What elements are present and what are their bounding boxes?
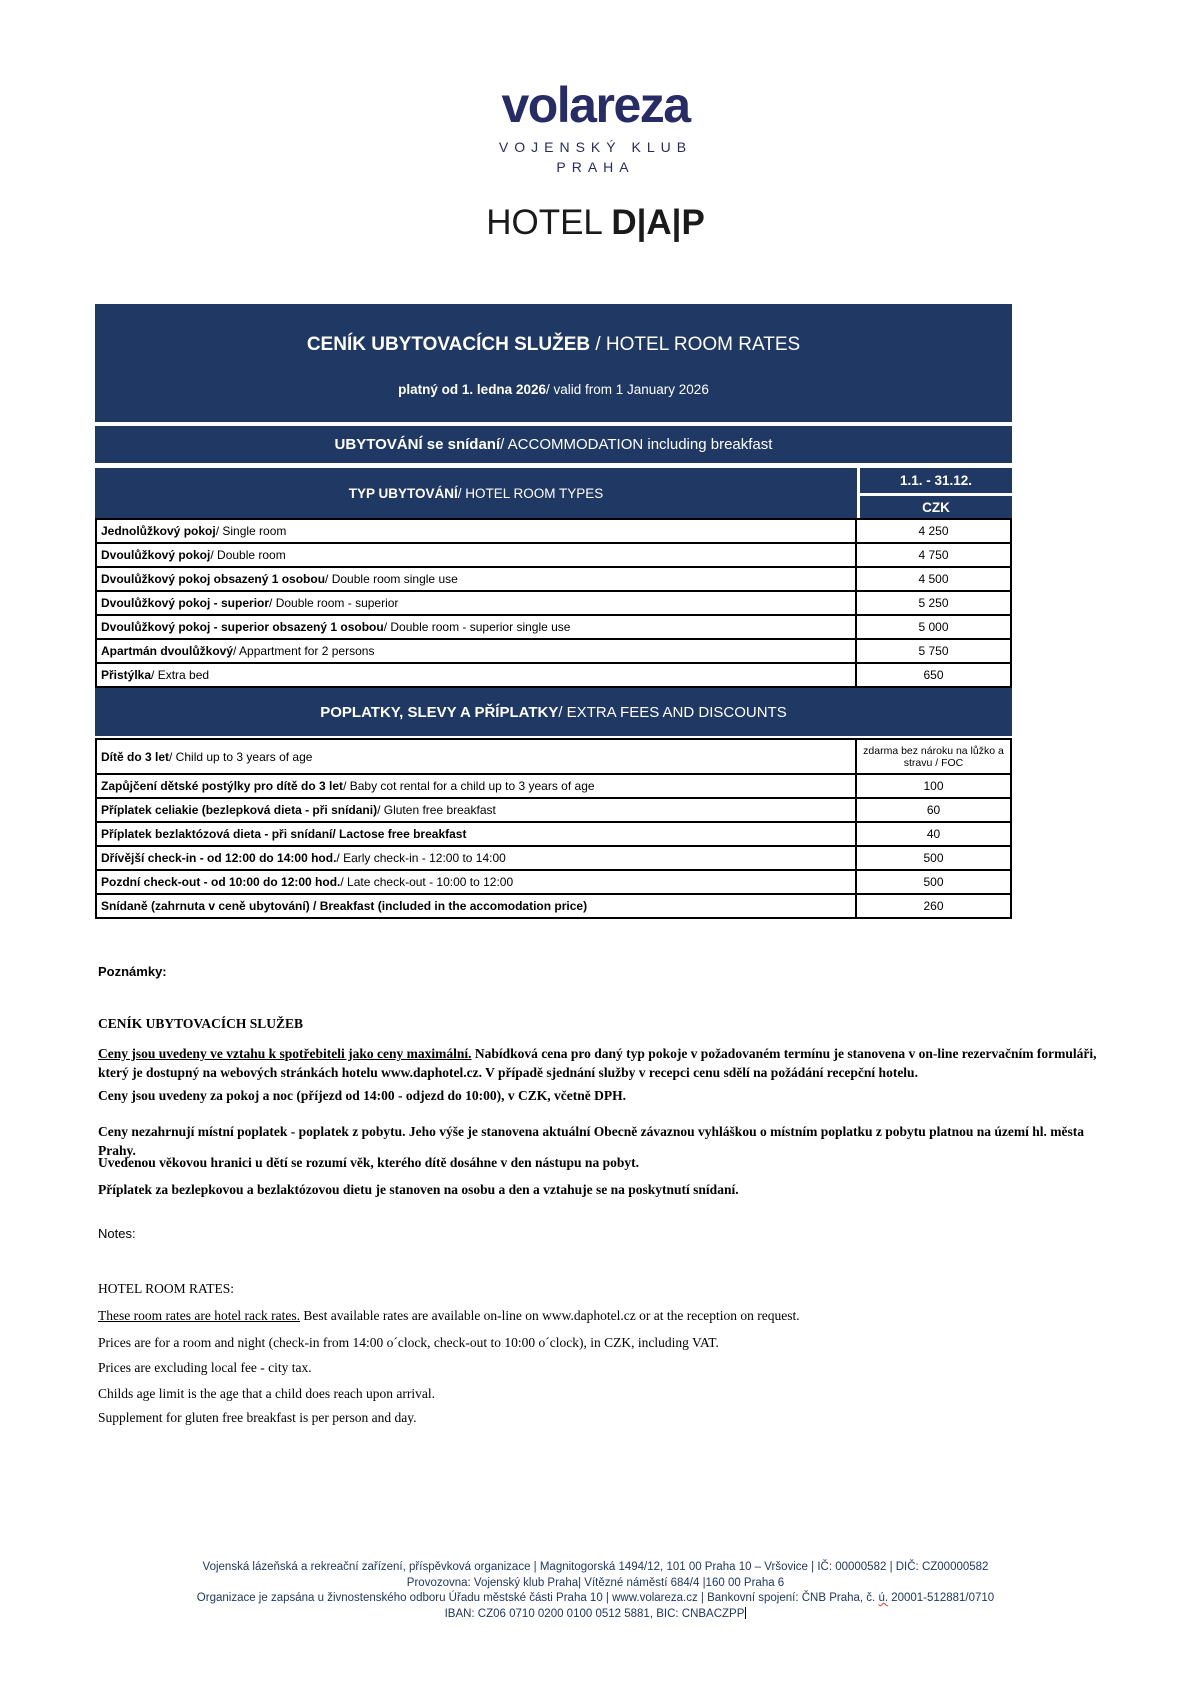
row-price: 100: [855, 775, 1010, 797]
table-row: [97, 640, 1010, 664]
validity-line: [95, 356, 1012, 397]
note-text: Uvedenou věkovou hranici u dětí se rozumí věk, kterého dítě dosáhne v den nástupu na pobyt.: [98, 1155, 639, 1170]
row-price: 5 250: [855, 592, 1010, 614]
note-paragraph: [98, 1408, 1098, 1427]
note-paragraph: [98, 1086, 1098, 1105]
table-row: [97, 592, 1010, 616]
row-price: zdarma bez nároku na lůžko a stravu / FOC: [855, 740, 1010, 773]
logo-subtitle-line1: VOJENSKÝ KLUB: [498, 139, 693, 155]
row-price: 5 750: [855, 640, 1010, 662]
note-paragraph: [98, 1358, 1098, 1377]
row-label-en: / Double room: [210, 548, 286, 562]
room-types-header-en: / HOTEL ROOM TYPES: [457, 485, 604, 501]
notes-en-heading: Notes:: [98, 1226, 136, 1241]
row-label-cz: Dvoulůžkový pokoj obsazený 1 osobou: [101, 572, 326, 586]
table-row: [97, 520, 1010, 544]
note-paragraph: [98, 1180, 1098, 1199]
fees-rows: [95, 738, 1012, 919]
row-label: [97, 640, 855, 662]
accommodation-section-header: [95, 426, 1012, 463]
row-label-cz: Dvoulůžkový pokoj - superior obsazený 1 osobou: [101, 620, 384, 634]
table-row: [97, 895, 1010, 917]
hotel-title: [0, 203, 1191, 243]
notes-cz-subheading: CENÍK UBYTOVACÍCH SLUŽEB: [98, 1016, 304, 1031]
row-label-en: / Child up to 3 years of age: [169, 749, 313, 764]
row-label: [97, 823, 855, 845]
hotel-title-name: D|A|P: [611, 203, 705, 242]
table-row: [97, 799, 1010, 823]
note-paragraph: [98, 1306, 1098, 1325]
footer-line-3-rest: 20001-512881/0710: [888, 1592, 995, 1604]
table-title: [95, 304, 1012, 356]
row-label-cz: Příplatek celiakie (bezlepková dieta - při snídani): [101, 803, 378, 817]
note-underlined-text: These room rates are hotel rack rates.: [98, 1308, 301, 1323]
row-label-cz: Dvoulůžkový pokoj: [101, 548, 211, 562]
row-label: [97, 568, 855, 590]
note-text: Best available rates are available on-line on www.daphotel.cz or at the reception on request.: [300, 1308, 800, 1323]
accommodation-header-en: / ACCOMMODATION including breakfast: [500, 436, 773, 453]
row-label: [97, 544, 855, 566]
row-label-cz: Dvoulůžkový pokoj - superior: [101, 596, 270, 610]
table-title-en: / HOTEL ROOM RATES: [590, 334, 801, 355]
row-label: [97, 740, 855, 773]
footer-line-3-text: Organizace je zapsána u živnostenského odboru Úřadu městské části Praha 10 | www.volareza.cz | Bankovní spojení: ČNB Praha, č.: [196, 1592, 879, 1604]
volareza-logo: volareza: [501, 77, 690, 133]
currency-header: CZK: [860, 493, 1012, 518]
table-row: [97, 847, 1010, 871]
row-label-en: / Appartment for 2 persons: [233, 644, 375, 658]
logo-subtitle-line2: PRAHA: [556, 159, 635, 175]
validity-en: / valid from 1 January 2026: [545, 382, 709, 397]
row-label-en: / Single room: [215, 524, 287, 538]
row-label-en: / Double room single use: [325, 572, 458, 586]
row-label-cz: Dřívější check-in - od 12:00 do 14:00 hod.: [101, 851, 337, 865]
row-price: 500: [855, 871, 1010, 893]
table-row: [97, 568, 1010, 592]
footer-iban-text: IBAN: CZ06 0710 0200 0100 0512 5881, BIC: CNBACZPP: [444, 1607, 745, 1620]
table-row: [97, 740, 1010, 775]
row-label: [97, 520, 855, 542]
footer-spellcheck-word: ú.: [878, 1592, 889, 1604]
row-label-en: / Double room - superior: [269, 596, 399, 610]
row-price: 4 750: [855, 544, 1010, 566]
footer-line-3: [0, 1591, 1191, 1607]
price-table: [95, 304, 1012, 919]
row-price: 40: [855, 823, 1010, 845]
note-text: Ceny nezahrnují místní poplatek - poplatek z pobytu. Jeho výše je stanovena aktuální Obecně závaznou vyhláškou o místním poplatku z pobytu platnou na území hl. města Prahy.: [98, 1124, 1085, 1158]
table-row: [97, 664, 1010, 686]
row-label-en: / Extra bed: [151, 668, 210, 682]
row-price: 4 250: [855, 520, 1010, 542]
row-label-en: / Double room - superior single use: [383, 620, 571, 634]
note-text: Nabídková cena pro daný typ pokoje v požadovaném termínu je stanovena v on-line rezervačním formuláři, který je dostupný na webových stránkách hotelu www.daphotel.cz. V případě sjednání služby v recepci cenu sdělí na požádání recepční hotelu.: [98, 1046, 1097, 1080]
row-label-cz: Zapůjčení dětské postýlky pro dítě do 3 let: [101, 779, 344, 793]
fees-header-en: / EXTRA FEES AND DISCOUNTS: [558, 703, 787, 721]
table-row: [97, 871, 1010, 895]
note-underlined-text: Ceny jsou uvedeny ve vztahu k spotřebiteli jako ceny maximální.: [98, 1046, 472, 1061]
footer-line-2: Provozovna: Vojenský klub Praha| Vítězné náměstí 684/4 |160 00 Praha 6: [406, 1576, 785, 1589]
row-label: [97, 592, 855, 614]
note-text: Prices are for a room and night (check-in from 14:00 o´clock, check-out to 10:00 o´clock), in CZK, including VAT.: [98, 1335, 719, 1350]
row-price: 60: [855, 799, 1010, 821]
row-price: 260: [855, 895, 1010, 917]
row-label: [97, 895, 855, 917]
room-types-header-cz: TYP UBYTOVÁNÍ: [348, 485, 458, 501]
note-text: Příplatek za bezlepkovou a bezlaktózovou dietu je stanoven na osobu a den a vztahuje se na poskytnutí snídaní.: [98, 1182, 739, 1197]
row-label-en: / Late check-out - 10:00 to 12:00: [340, 875, 514, 889]
row-label: [97, 664, 855, 686]
row-label-en: / Early check-in - 12:00 to 14:00: [336, 851, 506, 865]
row-label: [97, 847, 855, 869]
row-label-cz: Apartmán dvoulůžkový: [101, 644, 234, 658]
row-label: [97, 775, 855, 797]
note-text: Supplement for gluten free breakfast is per person and day.: [98, 1410, 417, 1425]
table-row: [97, 544, 1010, 568]
table-title-block: [95, 304, 1012, 422]
footer-line-4: [0, 1607, 1191, 1623]
row-label-cz: Jednolůžkový pokoj: [101, 524, 216, 538]
row-price: 500: [855, 847, 1010, 869]
row-label: [97, 799, 855, 821]
row-label-cz: Pozdní check-out - od 10:00 do 12:00 hod.: [101, 875, 341, 889]
row-label-cz: Snídaně (zahrnuta v ceně ubytování) / Breakfast (included in the accomodation price): [101, 899, 588, 913]
note-paragraph: [98, 1333, 1098, 1352]
table-title-cz: CENÍK UBYTOVACÍCH SLUŽEB: [306, 334, 591, 355]
row-label-en: / Gluten free breakfast: [377, 803, 496, 817]
accommodation-header-cz: UBYTOVÁNÍ se snídaní: [334, 436, 501, 453]
table-row: [97, 616, 1010, 640]
row-label-cz: Příplatek bezlaktózová dieta - při snídaní/ Lactose free breakfast: [101, 827, 467, 841]
row-price: 4 500: [855, 568, 1010, 590]
note-paragraph: [98, 1044, 1098, 1082]
fees-header-cz: POPLATKY, SLEVY A PŘÍPLATKY: [320, 703, 559, 721]
note-paragraph: [98, 1384, 1098, 1403]
footer: [0, 1560, 1191, 1622]
room-types-column-header: [95, 468, 857, 518]
note-paragraph: [98, 1153, 1098, 1172]
hotel-title-prefix: HOTEL: [486, 203, 612, 242]
notes-cz-heading: Poznámky:: [98, 964, 167, 979]
footer-line-1: Vojenská lázeňská a rekreační zařízení, příspěvková organizace | Magnitogorská 1494/12, 101 00 Praha 10 – Vršovice | IČ: 00000582 | DIČ: CZ00000582: [202, 1561, 989, 1573]
table-row: [97, 775, 1010, 799]
logo: [0, 77, 1191, 175]
row-label: [97, 871, 855, 893]
validity-cz: platný od 1. ledna 2026: [398, 382, 546, 397]
accommodation-rows: [95, 518, 1012, 688]
row-price: 5 000: [855, 616, 1010, 638]
column-header-row: [95, 468, 1012, 518]
note-text: Childs age limit is the age that a child does reach upon arrival.: [98, 1386, 436, 1401]
row-label-cz: Dítě do 3 let: [101, 749, 170, 764]
price-column-header: [857, 468, 1012, 518]
table-row: [97, 823, 1010, 847]
fees-section-header: [95, 688, 1012, 736]
note-text: Ceny jsou uvedeny za pokoj a noc (příjezd od 14:00 - odjezd do 10:00), v CZK, včetně DPH.: [98, 1088, 626, 1103]
notes-en-subheading: HOTEL ROOM RATES:: [98, 1281, 235, 1296]
row-label-en: / Baby cot rental for a child up to 3 years of age: [343, 779, 595, 793]
note-text: Prices are excluding local fee - city tax.: [98, 1360, 312, 1375]
row-label: [97, 616, 855, 638]
text-cursor: [745, 1607, 746, 1619]
row-price: 650: [855, 664, 1010, 686]
row-label-cz: Přistýlka: [101, 668, 152, 682]
period-header: 1.1. - 31.12.: [899, 473, 973, 488]
